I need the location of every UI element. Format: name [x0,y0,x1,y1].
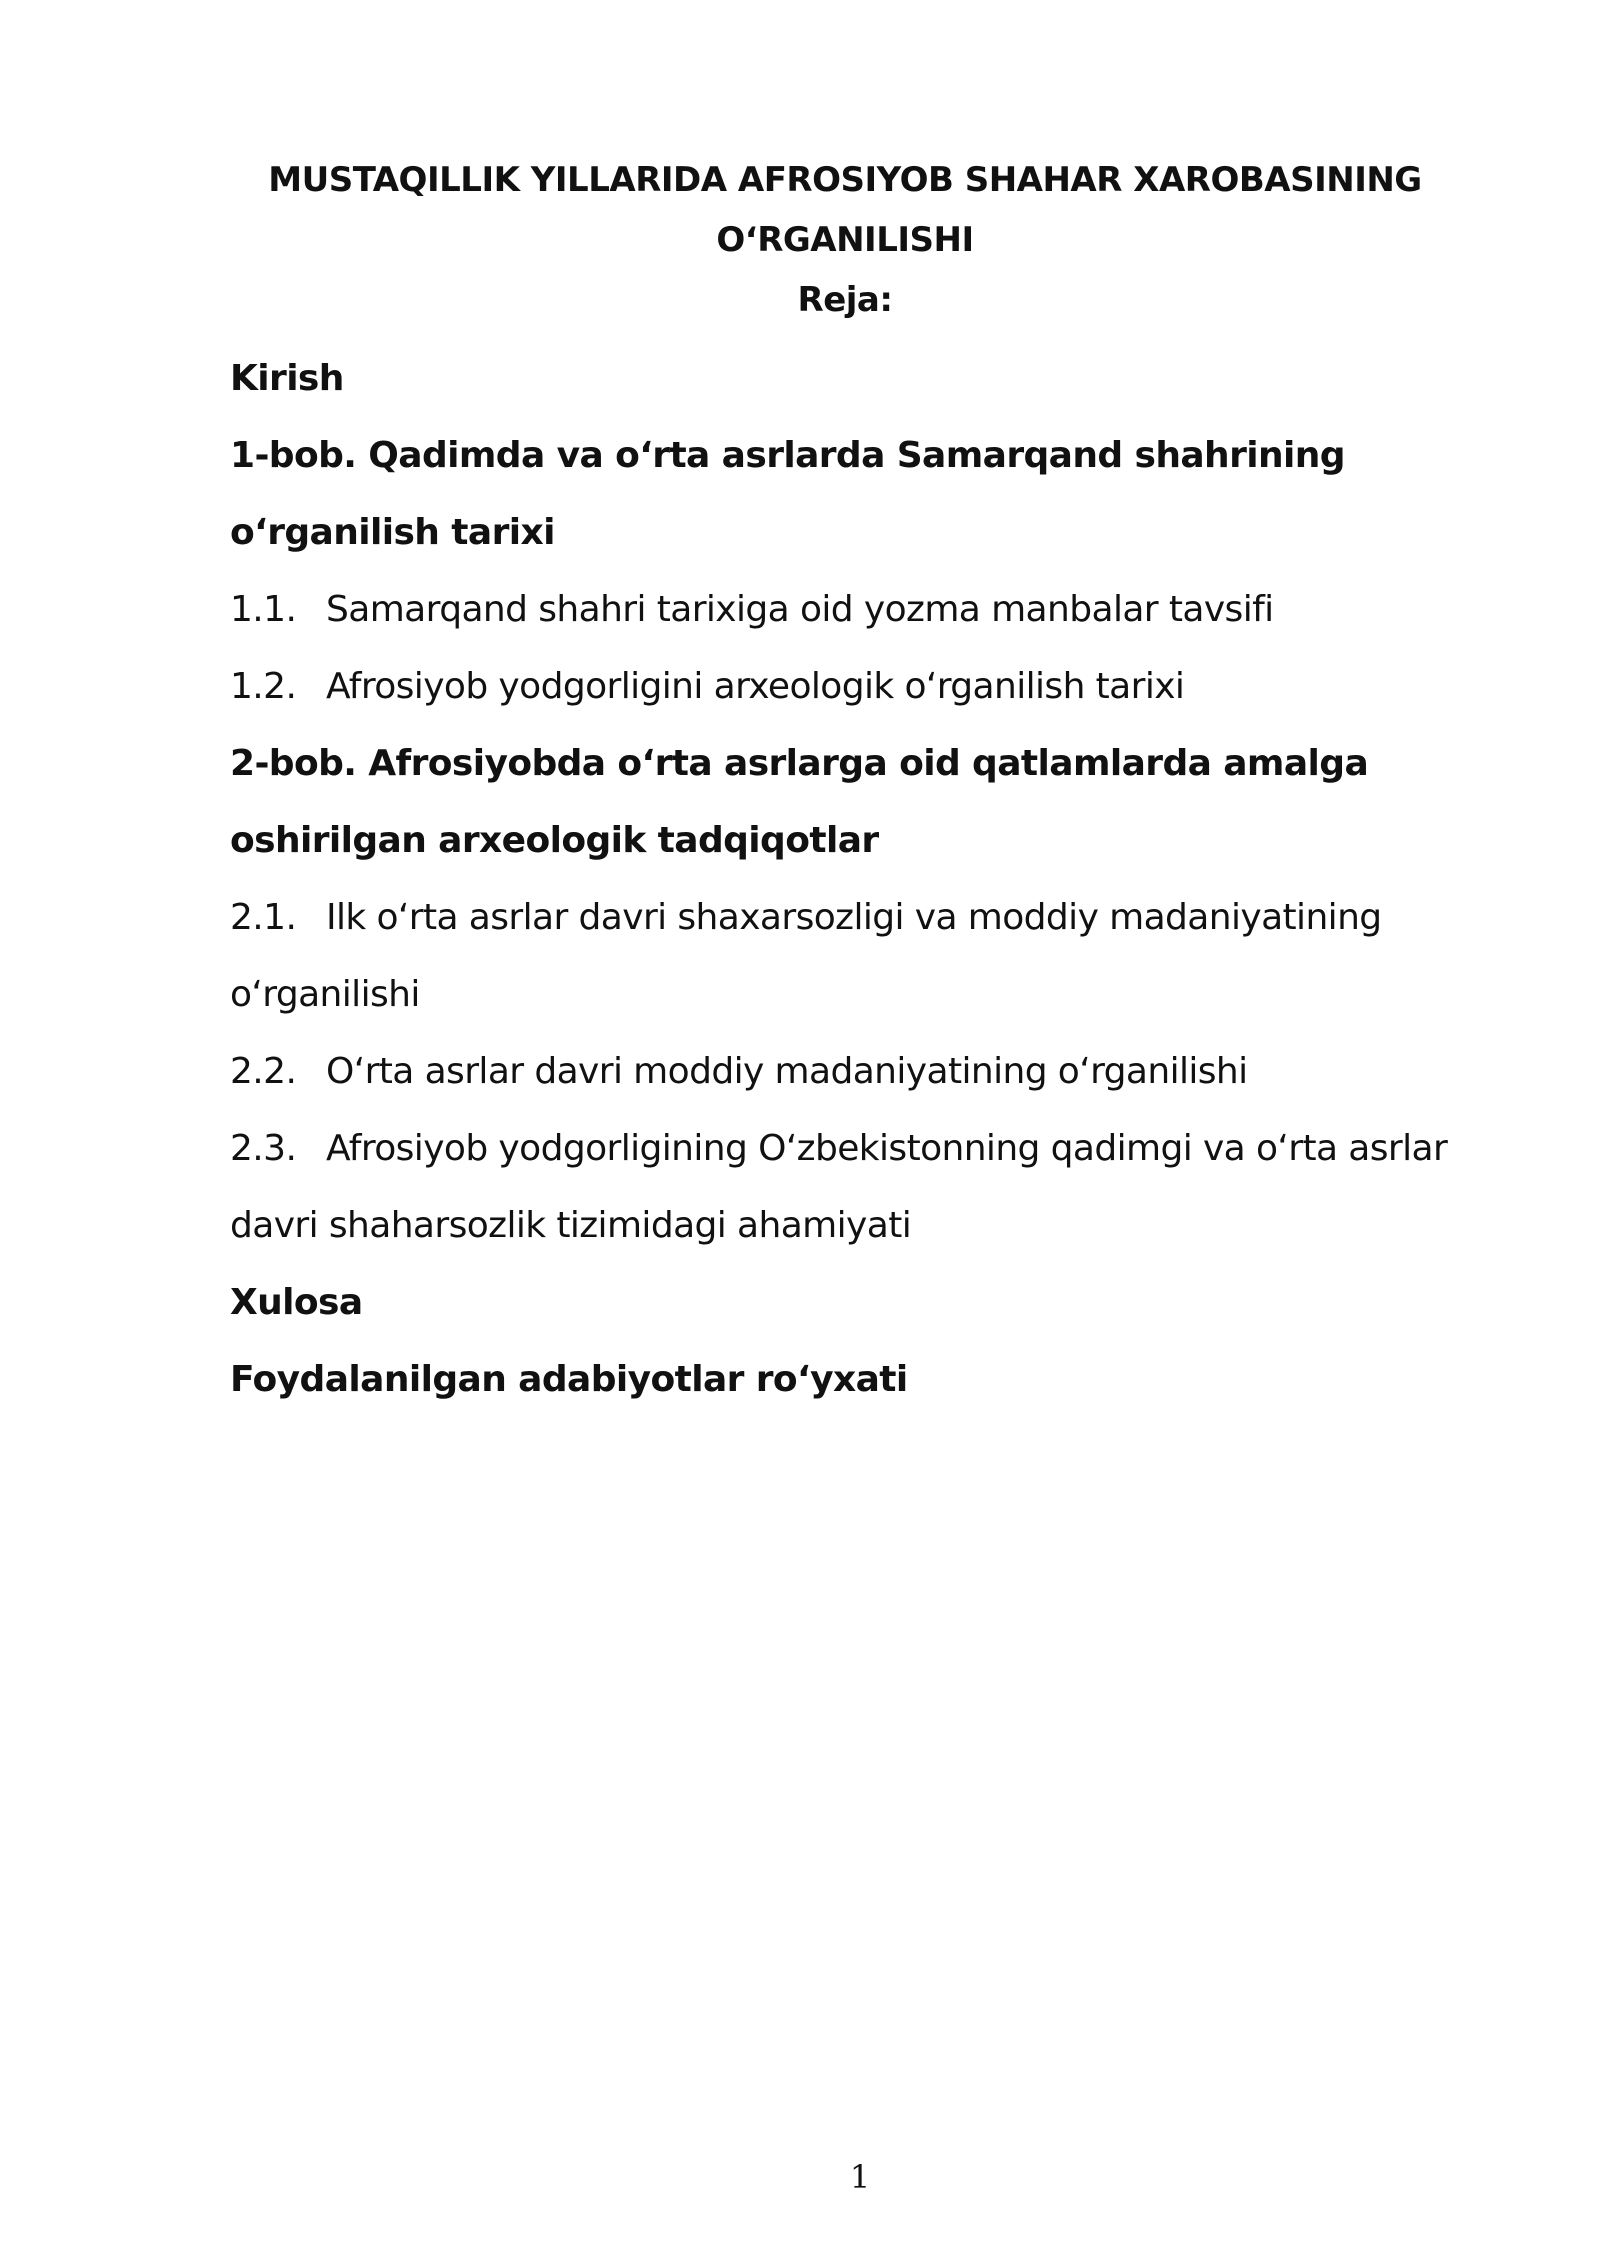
toc-section-2-1 [230,879,1530,956]
section-number: 2.1. [230,897,297,938]
toc-section-2-1-continuation: o‘rganilishi [230,974,420,1015]
table-of-contents [230,340,1530,1418]
section-number: 2.3. [230,1128,297,1169]
document-title-line-1: MUSTAQILLIK YILLARIDA AFROSIYOB SHAHAR XAROBASINING [268,160,1422,200]
section-title: Samarqand shahri tarixiga oid yozma manbalar tavsifi [326,589,1274,630]
section-title: Afrosiyob yodgorligini arxeologik o‘rganilish tarixi [326,666,1185,707]
section-number: 2.2. [230,1051,297,1092]
section-title: Ilk o‘rta asrlar davri shaxarsozligi va moddiy madaniyatining [326,897,1382,938]
toc-chapter-2-line-2: oshirilgan arxeologik tadqiqotlar [230,820,879,861]
toc-section-1-2 [230,648,1530,725]
toc-section-2-2 [230,1033,1530,1110]
section-number: 1.2. [230,666,297,707]
toc-section-2-3-continuation: davri shaharsozlik tizimidagi ahamiyati [230,1205,912,1246]
section-number: 1.1. [230,589,297,630]
toc-chapter-1-line-2: o‘rganilish tarixi [230,512,555,553]
toc-references: Foydalanilgan adabiyotlar ro‘yxati [230,1359,908,1400]
toc-intro: Kirish [230,358,344,399]
page-number: 1 [849,2158,871,2196]
toc-chapter-1-line-1: 1-bob. Qadimda va o‘rta asrlarda Samarqand shahrining [230,435,1345,476]
document-title-line-2: O‘RGANILISHI [716,220,974,260]
plan-heading: Reja: [797,280,893,320]
section-title: O‘rta asrlar davri moddiy madaniyatining o‘rganilishi [326,1051,1248,1092]
toc-section-2-3 [230,1110,1530,1187]
toc-chapter-2-line-1: 2-bob. Afrosiyobda o‘rta asrlarga oid qatlamlarda amalga [230,743,1369,784]
toc-conclusion: Xulosa [230,1282,363,1323]
section-title: Afrosiyob yodgorligining O‘zbekistonning qadimgi va o‘rta asrlar [326,1128,1448,1169]
toc-section-1-1 [230,571,1530,648]
